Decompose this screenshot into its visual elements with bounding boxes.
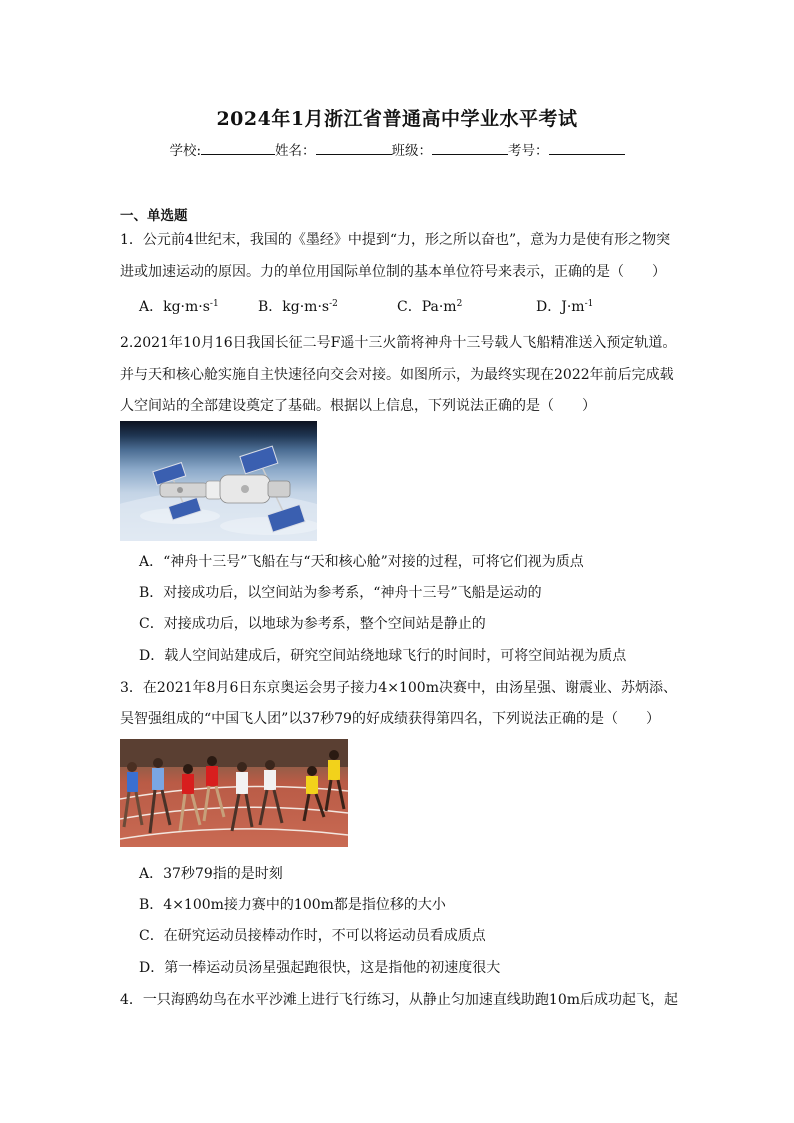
q3-line-1: 3．在2021年8月6日东京奥运会男子接力4×100m决赛中，由汤星强、谢震业、苏炳添、 [120,680,677,696]
school-blank[interactable] [201,141,275,155]
q1-line-2: 进或加速运动的原因。力的单位用国际单位制的基本单位符号来表示，正确的是（ ） [120,264,666,280]
school-label: 学校: [169,143,202,159]
class-blank[interactable] [432,141,508,155]
q3-line-2: 吴智强组成的“中国飞人团”以37秒79的好成绩获得第四名，下列说法正确的是（ ） [120,711,660,727]
q2-line-2: 并与天和核心舱实施自主快速径向交会对接。如图所示，为最终实现在2022年前后完成载 [120,367,674,383]
q2-option-a: A．“神舟十三号”飞船在与“天和核心舱”对接的过程，可将它们视为质点 [139,554,584,570]
q2-line-1: 2.2021年10月16日我国长征二号F遥十三火箭将神舟十三号载人飞船精准送入预定轨道。 [120,335,677,351]
q3-option-a: A．37秒79指的是时刻 [139,866,283,882]
student-info-row [0,139,794,159]
exam-number-blank[interactable] [549,141,625,155]
exam-title: 2024年1月浙江省普通高中学业水平考试 [216,108,578,130]
name-blank[interactable] [316,141,392,155]
space-station-image [120,421,317,541]
name-label: 姓名： [275,143,316,159]
q1-option-b: B．$kg\cdot m\cdot s^{-2}$ [258,299,338,315]
q2-option-c: C．对接成功后，以地球为参考系，整个空间站是静止的 [139,616,486,632]
q2-line-3: 人空间站的全部建设奠定了基础。根据以上信息，下列说法正确的是（ ） [120,398,596,414]
exam-number-label: 考号： [508,143,549,159]
class-label: 班级： [391,143,433,159]
q4-line-1: 4．一只海鸥幼鸟在水平沙滩上进行飞行练习，从静止匀加速直线助跑10m后成功起飞，起 [120,992,678,1008]
q3-option-b: B．4×100m接力赛中的100m都是指位移的大小 [139,897,446,913]
q3-option-d: D．第一棒运动员汤星强起跑很快，这是指他的初速度很大 [139,960,501,976]
q1-option-d: D．$J\cdot m^{-1}$ [536,299,594,315]
relay-race-image [120,739,348,847]
q3-option-c: C．在研究运动员接棒动作时，不可以将运动员看成质点 [139,928,486,944]
q2-option-b: B．对接成功后，以空间站为参考系，“神舟十三号”飞船是运动的 [139,585,542,601]
q1-option-a: A．$kg\cdot m\cdot s^{-1}$ [139,299,219,315]
q2-option-d: D．载人空间站建成后，研究空间站绕地球飞行的时间时，可将空间站视为质点 [139,648,627,664]
section-title: 一、单选题 [120,208,188,224]
q1-option-c: C．$Pa\cdot m^2$ [397,299,463,315]
q1-line-1: 1．公元前4世纪末，我国的《墨经》中提到“力，形之所以奋也”，意为力是使有形之物突 [120,232,671,248]
